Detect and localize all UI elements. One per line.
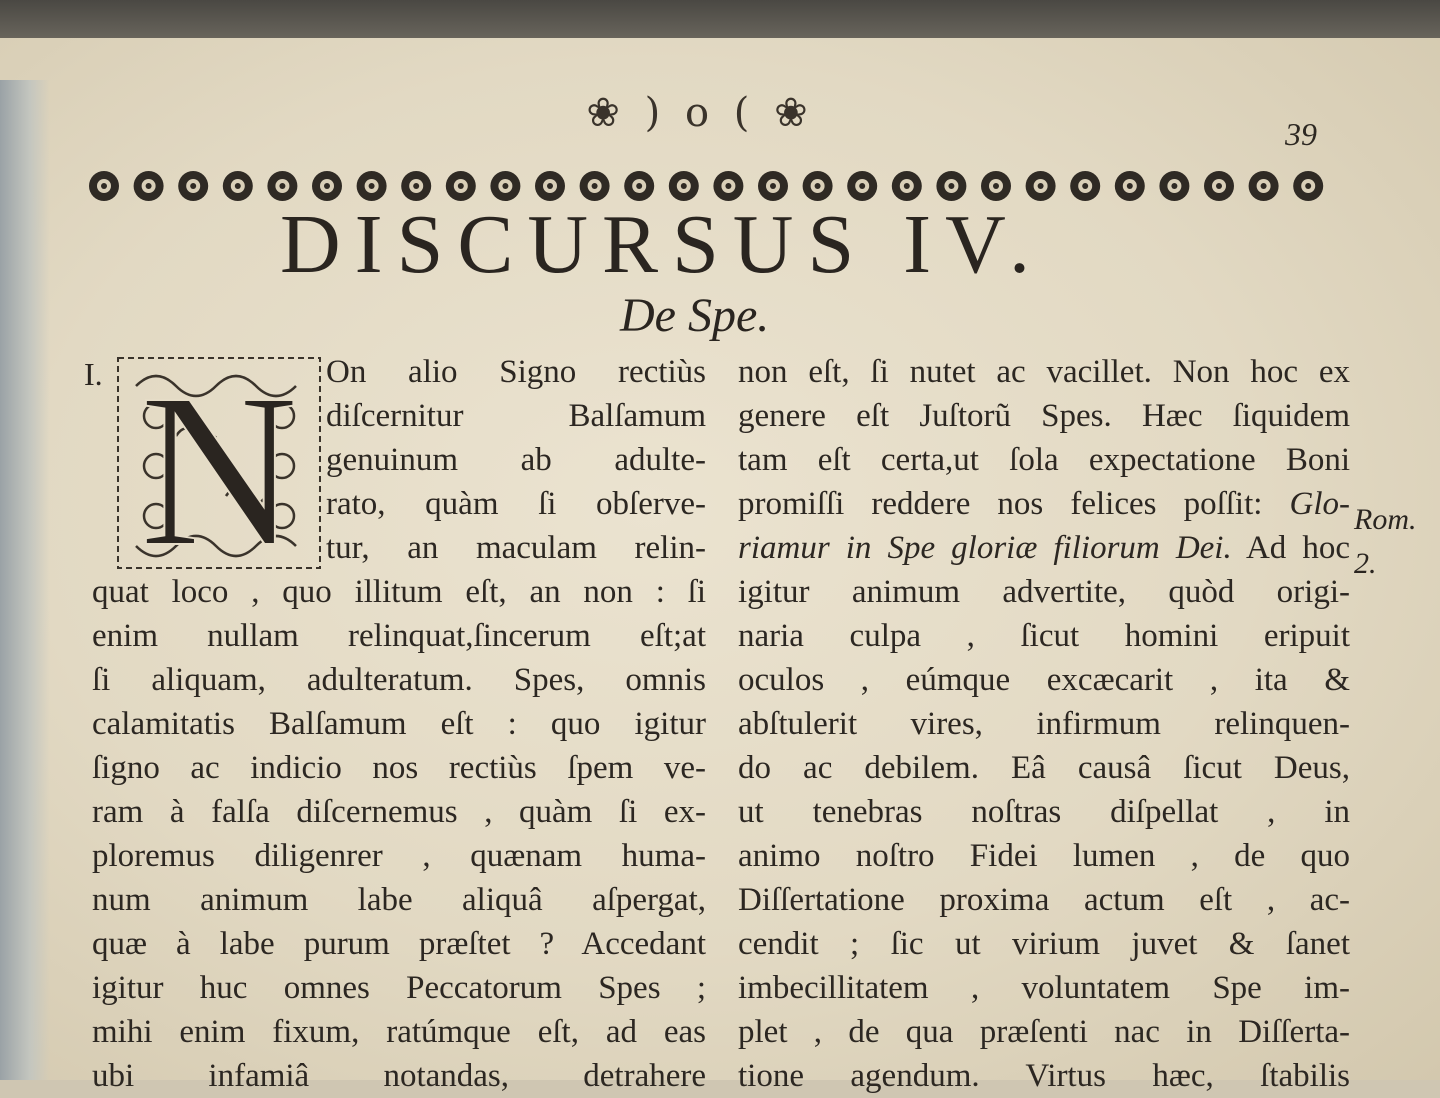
text-line bbox=[738, 394, 1350, 438]
text-line: genuinum ab adulte- bbox=[326, 442, 706, 478]
text-line: ſi aliquam, adulteratum. Spes, omnis bbox=[92, 662, 706, 698]
text-line: tur, an maculam relin- bbox=[326, 530, 706, 566]
text-line: quæ à labe purum præſtet ? Accedant bbox=[92, 926, 706, 962]
rosette-ornament bbox=[1249, 171, 1279, 201]
margin-note bbox=[1354, 498, 1417, 586]
text-line: rato, quàm ſi obſerve- bbox=[326, 486, 706, 522]
rosette-ornament bbox=[89, 171, 119, 201]
backdrop bbox=[0, 0, 1440, 42]
text-line: ploremus diligenrer , quænam huma- bbox=[92, 838, 706, 874]
paragraph-number: I. bbox=[84, 356, 103, 392]
text-line bbox=[738, 922, 1350, 966]
text-line bbox=[738, 1054, 1350, 1098]
running-head: ❀ ) o ( ❀ bbox=[586, 90, 814, 136]
margin-note-line: Rom. bbox=[1354, 503, 1417, 536]
text-segment: Diſſertatione proxima actum eſt , ac- bbox=[738, 882, 1350, 918]
text-line bbox=[738, 966, 1350, 1010]
text-segment: genere eſt Juſtorũ Spes. Hæc ſiquidem bbox=[738, 398, 1350, 434]
text-line: diſcernitur Balſamum bbox=[326, 398, 706, 434]
text-segment: non eſt, ſi nutet ac vacillet. Non hoc ex bbox=[738, 354, 1350, 390]
text-line: ſigno ac indicio nos rectiùs ſpem ve- bbox=[92, 750, 706, 786]
text-segment: tione agendum. Virtus hæc, ſtabilis bbox=[738, 1058, 1350, 1094]
text-line bbox=[738, 350, 1350, 394]
text-line bbox=[738, 526, 1350, 570]
right-column bbox=[738, 350, 1350, 1098]
text-line bbox=[738, 834, 1350, 878]
text-segment: igitur animum advertite, quòd origi- bbox=[738, 574, 1350, 610]
text-segment: do ac debilem. Eâ causâ ſicut Deus, bbox=[738, 750, 1350, 786]
text-line bbox=[738, 570, 1350, 614]
page-number: 39 bbox=[1285, 116, 1317, 152]
text-segment: Ad hoc bbox=[1231, 530, 1350, 566]
rosette-ornament bbox=[1293, 171, 1323, 201]
text-line: igitur huc omnes Peccatorum Spes ; bbox=[92, 970, 706, 1006]
text-line bbox=[738, 790, 1350, 834]
rosette-ornament bbox=[178, 171, 208, 201]
margin-note-line: 2. bbox=[1354, 547, 1377, 580]
text-segment: tam eſt certa,ut ſola expectatione Boni bbox=[738, 442, 1350, 478]
text-line bbox=[738, 702, 1350, 746]
text-line bbox=[738, 1010, 1350, 1054]
chapter-subheading: De Spe. bbox=[620, 289, 770, 342]
left-column bbox=[92, 570, 706, 1098]
text-line bbox=[738, 482, 1350, 526]
scripture-quote: Glo- bbox=[1289, 486, 1351, 522]
scripture-quote: riamur in Spe gloriæ filiorum Dei. bbox=[738, 530, 1232, 566]
rosette-ornament bbox=[1204, 171, 1234, 201]
drop-cap-ornament bbox=[116, 356, 322, 570]
text-segment: cendit ; ſic ut virium juvet & ſanet bbox=[738, 926, 1350, 962]
text-line bbox=[738, 746, 1350, 790]
page-shadow bbox=[0, 80, 50, 1080]
text-segment: imbecillitatem , voluntatem Spe im- bbox=[738, 970, 1350, 1006]
text-line bbox=[738, 614, 1350, 658]
text-segment: abſtulerit vires, infirmum relinquen- bbox=[738, 706, 1350, 742]
chapter-heading: DISCURSUS IV. bbox=[280, 198, 1044, 291]
text-line bbox=[738, 658, 1350, 702]
text-segment: ut tenebras noſtras diſpellat , in bbox=[738, 794, 1350, 830]
rosette-ornament bbox=[134, 171, 164, 201]
text-line: mihi enim fixum, ratúmque eſt, ad eas bbox=[92, 1014, 706, 1050]
text-segment: naria culpa , ſicut homini eripuit bbox=[738, 618, 1350, 654]
text-segment: oculos , eúmque excæcarit , ita & bbox=[738, 662, 1350, 698]
text-line: ram à falſa diſcernemus , quàm ſi ex- bbox=[92, 794, 706, 830]
text-line bbox=[738, 438, 1350, 482]
text-line: quat loco , quo illitum eſt, an non : ſi bbox=[92, 574, 706, 610]
text-line: num animum labe aliquâ aſpergat, bbox=[92, 882, 706, 918]
text-line bbox=[738, 878, 1350, 922]
rosette-ornament bbox=[223, 171, 253, 201]
text-segment: animo noſtro Fidei lumen , de quo bbox=[738, 838, 1350, 874]
text-segment: plet , de qua præſenti nac in Diſſerta- bbox=[738, 1014, 1350, 1050]
text-line: enim nullam relinquat,ſincerum eſt;at bbox=[92, 618, 706, 654]
text-segment: promiſſi reddere nos felices poſſit: bbox=[738, 486, 1263, 522]
text-line: calamitatis Balſamum eſt : quo igitur bbox=[92, 706, 706, 742]
text-line: On alio Signo rectiùs bbox=[326, 354, 706, 390]
text-line: ubi infamiâ notandas, detrahere bbox=[92, 1058, 706, 1094]
drop-cap-letter: N bbox=[139, 356, 299, 570]
left-column-top bbox=[326, 350, 706, 570]
